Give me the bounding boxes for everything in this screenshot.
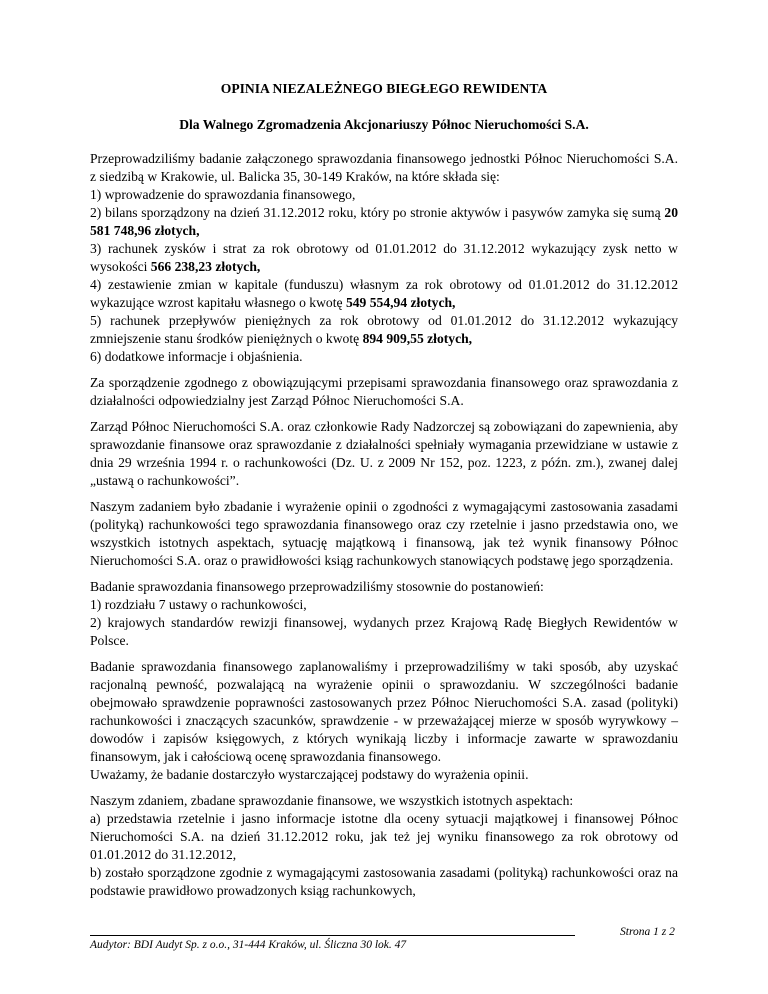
basis-item-2: 2) krajowych standardów rewizji finansowej, wydanych przez Krajową Radę Biegłych Rewidentów w Polsce. bbox=[90, 615, 678, 648]
opinion-intro: Naszym zdaniem, zbadane sprawozdanie finansowe, we wszystkich istotnych aspektach: bbox=[90, 793, 574, 808]
document-page bbox=[90, 80, 678, 908]
scope-item-2: 2) bilans sporządzony na dzień 31.12.2012 roku, który po stronie aktywów i pasywów zamyka się sumą 20 581 748,96 złotych, bbox=[90, 205, 678, 238]
paragraph-audit-plan bbox=[90, 658, 678, 784]
scope-intro: Przeprowadziliśmy badanie załączonego sprawozdania finansowego jednostki Północ Nieruchomości S.A. z siedzibą w Krakowie, ul. Balicka 35, 30-149 Kraków, na które składa się: bbox=[90, 151, 678, 184]
scope-item-6: 6) dodatkowe informacje i objaśnienia. bbox=[90, 349, 303, 364]
plan-main: Badanie sprawozdania finansowego zaplanowaliśmy i przeprowadziliśmy w taki sposób, aby uzyskać racjonalną pewność, pozwalającą na wyrażenie opinii o sprawozdaniu. W szczególności badanie obejmowało sprawdzenie poprawności zastosowanych przez Północ Nieruchomości S.A. zasad (polityki) rachunkowości i znaczących szacunków, sprawdzenie - w przeważającej mierze w sposób wyrywkowy – dowodów i zapisów księgowych, z których wynikają liczby i informacje zawarte w sprawozdaniu finansowym, jak i całościową ocenę sprawozdania finansowego. bbox=[90, 659, 678, 764]
footer-auditor: Audytor: BDI Audyt Sp. z o.o., 31-444 Kraków, ul. Śliczna 30 lok. 47 bbox=[90, 939, 407, 951]
page-number: Strona 1 z 2 bbox=[620, 926, 675, 938]
paragraph-audit-basis bbox=[90, 578, 678, 650]
basis-item-1: 1) rozdziału 7 ustawy o rachunkowości, bbox=[90, 597, 307, 612]
paragraph-management-duty: Zarząd Północ Nieruchomości S.A. oraz członkowie Rady Nadzorczej są zobowiązani do zapewnienia, aby sprawozdanie finansowe oraz sprawozdanie z działalności spełniały wymagania przewidziane w ustawie z dnia 29 września 1994 r. o rachunkowości (Dz. U. z 2009 Nr 152, poz. 1223, z późn. zm.), zwanej dalej „ustawą o rachunkowości”. bbox=[90, 419, 678, 488]
paragraph-audit-task: Naszym zadaniem było zbadanie i wyrażenie opinii o zgodności z wymagającymi zastosowania zasadami (polityką) rachunkowości tego sprawozdania finansowego oraz czy rzetelnie i jasno przedstawia ono, we wszystkich istotnych aspektach, sytuację majątkową i finansową, jak też wynik finansowy Północ Nieruchomości S.A. oraz o prawidłowości ksiąg rachunkowych stanowiących podstawę jego sporządzenia. bbox=[90, 499, 678, 568]
scope-item-1: 1) wprowadzenie do sprawozdania finansowego, bbox=[90, 187, 356, 202]
paragraph-responsibility: Za sporządzenie zgodnego z obowiązującymi przepisami sprawozdania finansowego oraz sprawozdania z działalności odpowiedzialny jest Zarząd Północ Nieruchomości S.A. bbox=[90, 375, 678, 408]
basis-intro: Badanie sprawozdania finansowego przeprowadziliśmy stosownie do postanowień: bbox=[90, 579, 544, 594]
opinion-item-a: a) przedstawia rzetelnie i jasno informacje istotne dla oceny sytuacji majątkowej i finansowej Północ Nieruchomości S.A. na dzień 31.12.2012 roku, jak też jej wyniku finansowego za rok obrotowy od 01.01.2012 do 31.12.2012, bbox=[90, 811, 678, 862]
paragraph-scope bbox=[90, 150, 678, 366]
cash-decrease-amount: 894 909,55 złotych, bbox=[362, 331, 473, 346]
opinion-item-b: b) zostało sporządzone zgodnie z wymagającymi zastosowania zasadami (polityką) rachunkowości oraz na podstawie prawidłowo prowadzonych ksiąg rachunkowych, bbox=[90, 865, 678, 898]
document-subtitle: Dla Walnego Zgromadzenia Akcjonariuszy Północ Nieruchomości S.A. bbox=[179, 117, 589, 132]
plan-conclusion: Uważamy, że badanie dostarczyło wystarczającej podstawy do wyrażenia opinii. bbox=[90, 767, 529, 782]
scope-item-5: 5) rachunek przepływów pieniężnych za rok obrotowy od 01.01.2012 do 31.12.2012 wykazujący zmniejszenie stanu środków pieniężnych o kwotę 894 909,55 złotych, bbox=[90, 313, 678, 346]
document-title: OPINIA NIEZALEŻNEGO BIEGŁEGO REWIDENTA bbox=[220, 81, 548, 96]
footer-divider bbox=[90, 935, 575, 936]
scope-item-3: 3) rachunek zysków i strat za rok obrotowy od 01.01.2012 do 31.12.2012 wykazujący zysk netto w wysokości 566 238,23 złotych, bbox=[90, 241, 678, 274]
equity-increase-amount: 549 554,94 złotych, bbox=[345, 295, 456, 310]
net-profit-amount: 566 238,23 złotych, bbox=[150, 259, 261, 274]
paragraph-opinion bbox=[90, 792, 678, 900]
balance-total-amount: 20 581 748,96 złotych, bbox=[90, 205, 678, 238]
scope-item-4: 4) zestawienie zmian w kapitale (funduszu) własnym za rok obrotowy od 01.01.2012 do 31.12.2012 wykazujące wzrost kapitału własnego o kwotę 549 554,94 złotych, bbox=[90, 277, 678, 310]
